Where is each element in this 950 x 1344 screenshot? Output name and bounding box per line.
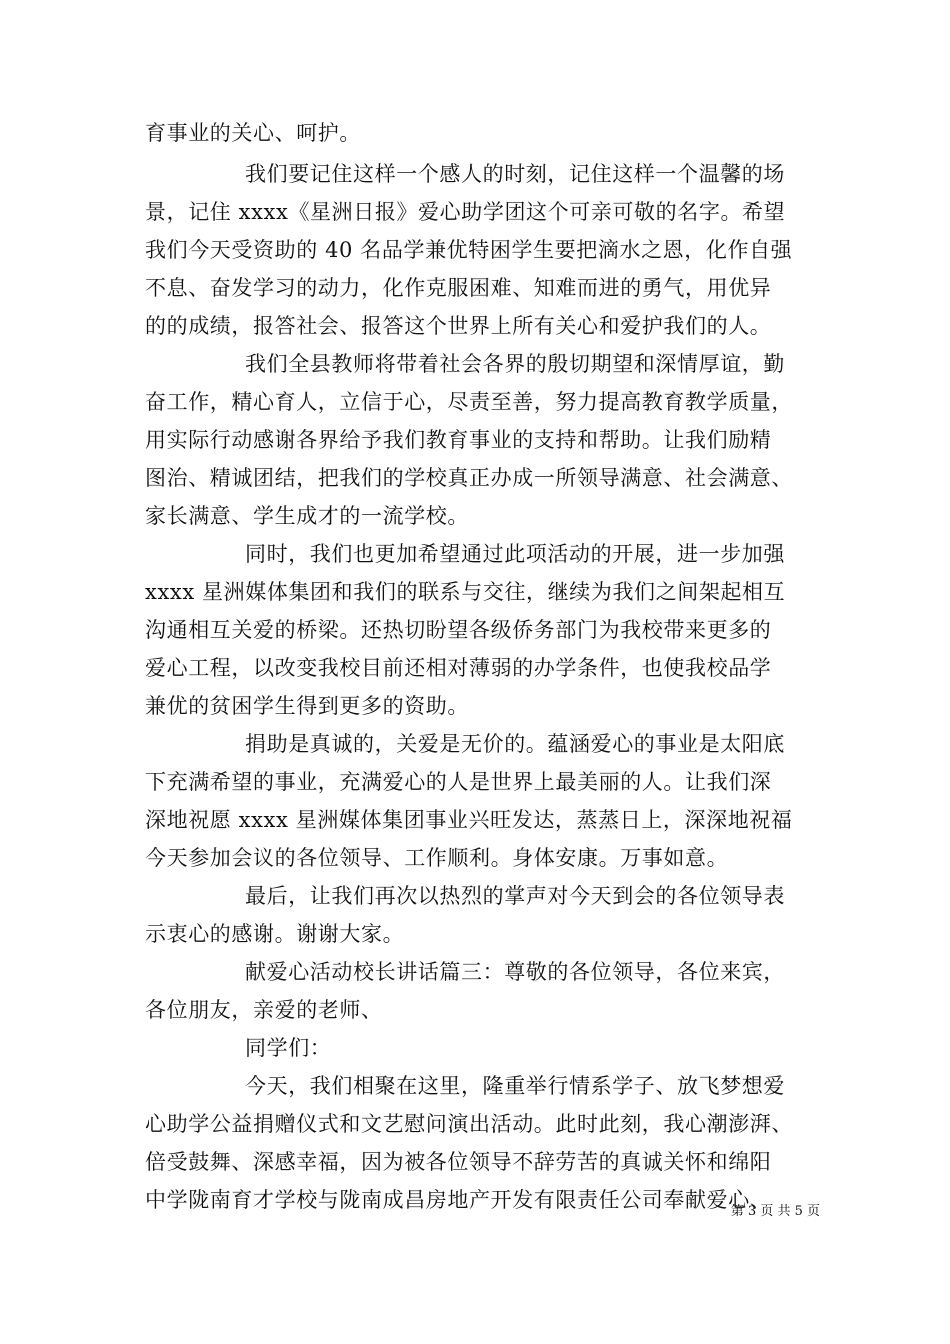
text-line: 最后，让我们再次以热烈的掌声对今天到会的各位领导表	[245, 884, 785, 908]
text-line: 倍受鼓舞、深感幸福，因为被各位领导不辞劳苦的真诚关怀和绵阳	[145, 1150, 772, 1174]
text-line: 下充满希望的事业，充满爱心的人是世界上最美丽的人。让我们深	[145, 770, 772, 794]
text-line: 沟通相互关爱的桥梁。还热切盼望各级侨务部门为我校带来更多的	[145, 618, 772, 642]
text-line: 各位朋友，亲爱的老师、	[145, 998, 383, 1022]
text-line: 家长满意、学生成才的一流学校。	[145, 504, 469, 528]
text-line: 心助学公益捐赠仪式和文艺慰问演出活动。此时此刻，我心潮澎湃、	[145, 1112, 793, 1136]
text-line: xxxx 星洲媒体集团和我们的联系与交往，继续为我们之间架起相互	[145, 580, 786, 604]
text-line: 我们今天受资助的 40 名品学兼优特困学生要把滴水之恩，化作自强	[145, 238, 793, 262]
text-line: 献爱心活动校长讲话篇三：尊敬的各位领导，各位来宾，	[245, 960, 785, 984]
text-line: 同学们：	[245, 1036, 332, 1060]
text-line: 我们全县教师将带着社会各界的殷切期望和深情厚谊，勤	[245, 352, 785, 376]
text-line: 爱心工程，以改变我校目前还相对薄弱的办学条件，也使我校品学	[145, 656, 772, 680]
text-line: 的的成绩，报答社会、报答这个世界上所有关心和爱护我们的人。	[145, 314, 772, 338]
text-line: 兼优的贫困学生得到更多的资助。	[145, 694, 469, 718]
text-line: 图治、精诚团结，把我们的学校真正办成一所领导满意、社会满意、	[145, 466, 793, 490]
text-line: 我们要记住这样一个感人的时刻，记住这样一个温馨的场	[245, 162, 785, 186]
text-line: 奋工作，精心育人，立信于心，尽责至善，努力提高教育教学质量，	[145, 390, 793, 414]
text-line: 深地祝愿 xxxx 星洲媒体集团事业兴旺发达，蒸蒸日上，深深地祝福	[145, 808, 793, 832]
text-line: 示衷心的感谢。谢谢大家。	[145, 922, 405, 946]
text-line: 用实际行动感谢各界给予我们教育事业的支持和帮助。让我们励精	[145, 428, 772, 452]
text-line: 今天，我们相聚在这里，隆重举行情系学子、放飞梦想爱	[245, 1074, 785, 1098]
page-number-footer: 第 3 页 共 5 页	[730, 1204, 820, 1219]
text-line: 同时，我们也更加希望通过此项活动的开展，进一步加强	[245, 542, 785, 566]
text-line: 不息、奋发学习的动力，化作克服困难、知难而进的勇气，用优异	[145, 276, 772, 300]
text-line: 今天参加会议的各位领导、工作顺利。身体安康。万事如意。	[145, 846, 729, 870]
text-line: 景，记住 xxxx《星洲日报》爱心助学团这个可亲可敬的名字。希望	[145, 200, 786, 224]
text-line: 捐助是真诚的，关爱是无价的。蕴涵爱心的事业是太阳底	[245, 732, 785, 756]
text-line: 育事业的关心、呵护。	[145, 121, 361, 145]
text-line: 中学陇南育才学校与陇南成昌房地产开发有限责任公司奉献爱心、	[145, 1188, 772, 1212]
